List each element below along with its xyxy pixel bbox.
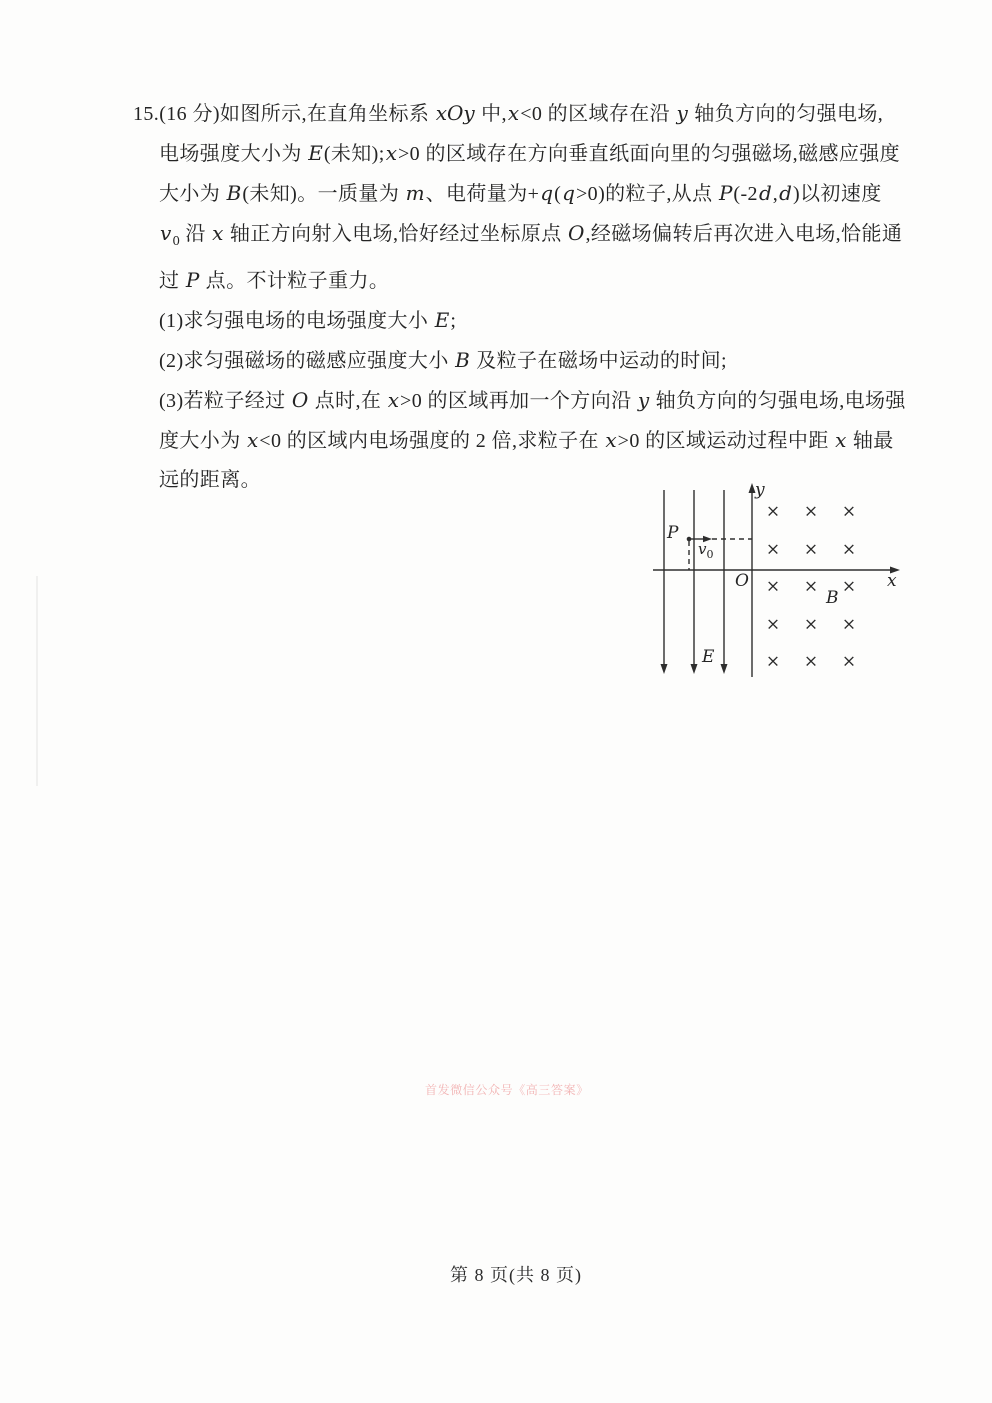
b-into-page-cross: ×	[803, 501, 819, 522]
y-axis-label: y	[755, 480, 765, 500]
velocity-label	[698, 542, 713, 560]
physics-figure	[650, 482, 902, 682]
x-axis-label: x	[887, 571, 897, 591]
b-into-page-cross: ×	[841, 539, 857, 559]
b-into-page-cross: ×	[803, 651, 819, 672]
b-into-page-cross: ×	[841, 501, 857, 522]
point-p-label: P	[667, 523, 679, 543]
problem-line: (2)求匀强磁场的磁感应强度大小 B 及粒子在磁场中运动的时间;	[159, 348, 727, 372]
problem-line: 过 P 点。不计粒子重力。	[159, 268, 390, 292]
b-into-page-cross: ×	[841, 576, 857, 597]
b-into-page-cross: ×	[803, 539, 819, 559]
p-point-dot	[687, 537, 692, 542]
problem-text	[133, 94, 923, 500]
velocity-label-sub: 0	[706, 548, 714, 561]
page-number: 第 8 页(共 8 页)	[450, 1265, 582, 1285]
b-into-page-cross: ×	[765, 614, 781, 634]
problem-line: $v_0$ 沿 x 轴正方向射入电场,恰好经过坐标原点 O,经磁场偏转后再次进入电场,恰能通	[160, 221, 903, 248]
problem-line: 远的距离。	[159, 469, 261, 491]
x-axis	[653, 567, 900, 574]
b-into-page-cross: ×	[841, 651, 857, 672]
y-axis	[749, 483, 756, 677]
watermark: 首发微信公众号《高三答案》	[425, 1083, 589, 1097]
velocity-label-base: v	[698, 540, 707, 558]
b-into-page-cross: ×	[765, 539, 781, 559]
origin-label: O	[735, 571, 749, 591]
e-field-arrows	[661, 490, 728, 674]
b-into-page-cross: ×	[803, 614, 819, 634]
b-into-page-cross: ×	[765, 501, 781, 522]
b-into-page-cross: ×	[765, 576, 781, 597]
problem-line: 度大小为 x<0 的区域内电场强度的 2 倍,求粒子在 x>0 的区域运动过程中距 x 轴最	[159, 428, 894, 452]
b-into-page-cross: ×	[841, 614, 857, 634]
b-into-page-cross: ×	[765, 651, 781, 672]
problem-line: 15.(16 分)如图所示,在直角坐标系 xOy 中,x<0 的区域存在沿 y 轴负方向的匀强电场,	[133, 101, 884, 125]
problem-line: (3)若粒子经过 O 点时,在 x>0 的区域再加一个方向沿 y 轴负方向的匀强电场,电场强	[159, 388, 906, 412]
problem-line: 大小为 B(未知)。一质量为 m、电荷量为+q(q>0)的粒子,从点 P(-2d,d)以初速度	[159, 181, 882, 205]
problem-line: (1)求匀强电场的电场强度大小 E;	[159, 308, 457, 332]
problem-line: 电场强度大小为 E(未知);x>0 的区域存在方向垂直纸面向里的匀强磁场,磁感应强度	[159, 141, 901, 165]
e-field-label: E	[702, 647, 715, 667]
b-field-label: B	[826, 588, 839, 608]
b-into-page-cross: ×	[803, 576, 819, 597]
scan-artifact-line	[36, 576, 38, 786]
